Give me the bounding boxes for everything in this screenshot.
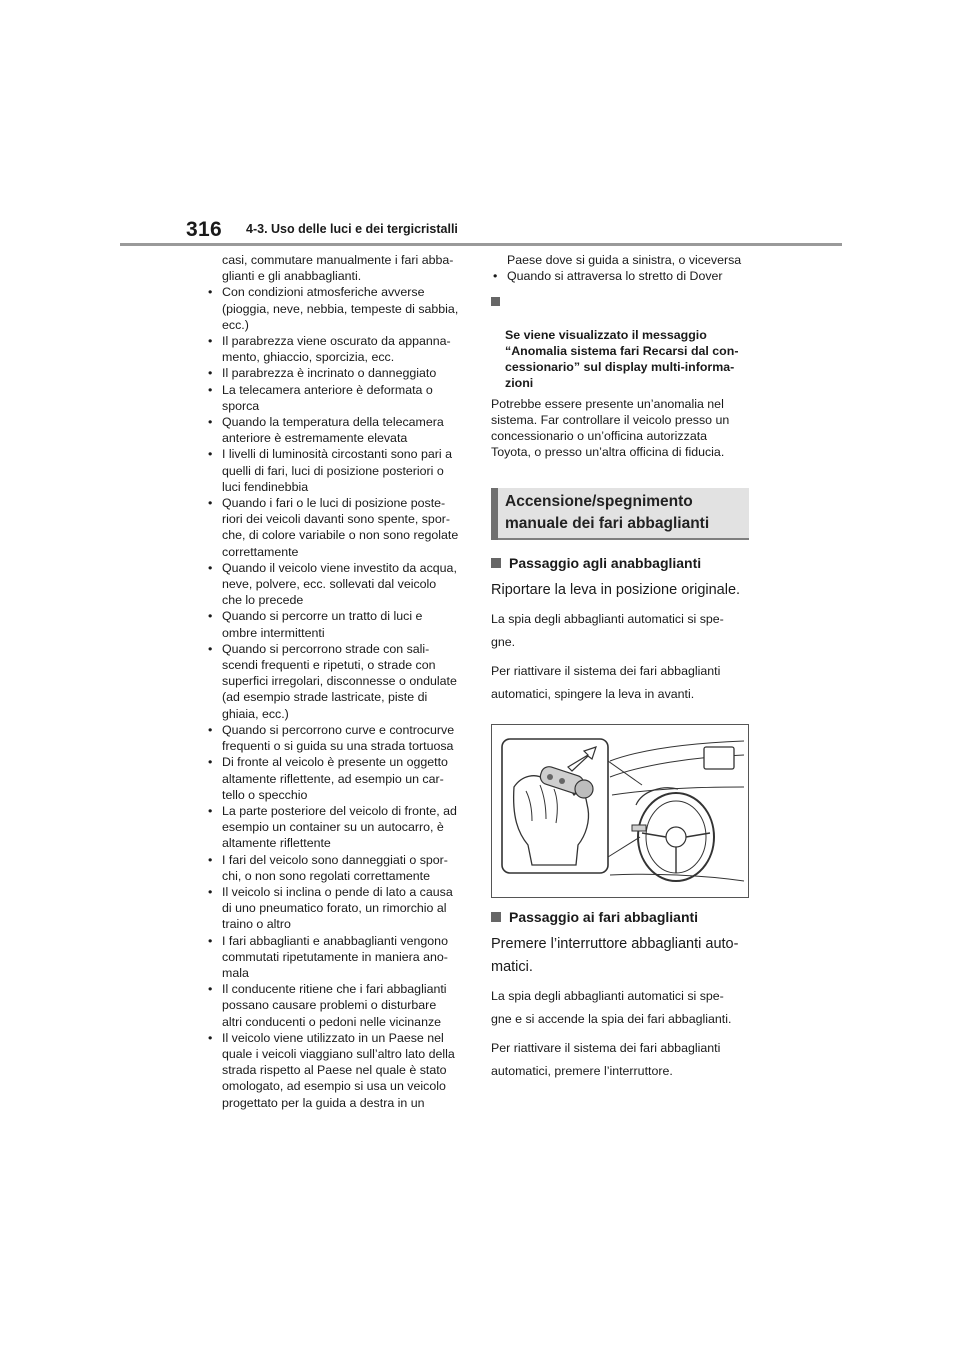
page-number: 316 xyxy=(186,218,222,241)
section-heading-box xyxy=(491,488,749,540)
high-beam-note: La spia degli abbaglianti automatici si spe- gne e si accende la spia dei fari abbaglianti. xyxy=(491,989,732,1027)
section-heading-bar xyxy=(491,488,498,540)
low-beam-instruction: Riportare la leva in posizione originale. xyxy=(491,582,741,599)
condition-bullet: • I fari abbaglianti e anabbaglianti vengono commutati ripetutamente in maniera ano- mala xyxy=(206,933,468,982)
condition-bullet: • I fari del veicolo sono danneggiati o spor- chi, o non sono regolati correttamente xyxy=(206,852,468,884)
condition-bullet: • Quando si percorrono curve e controcurve frequenti o si guida su una strada tortuosa xyxy=(206,722,468,754)
condition-bullet: • Il conducente ritiene che i fari abbaglianti possano causare problemi o disturbare altri conducenti o pedoni nelle vicinanze xyxy=(206,981,468,1030)
condition-bullet: • Di fronte al veicolo è presente un oggetto altamente riflettente, ad esempio un car- tello o specchio xyxy=(206,754,468,803)
right-column xyxy=(491,252,753,1083)
low-beam-heading-text: Passaggio agli anabbaglianti xyxy=(509,555,702,572)
condition-bullet: • Quando la temperatura della telecamera anteriore è estremamente elevata xyxy=(206,414,468,446)
condition-bullet: • Il veicolo si inclina o pende di lato a causa di uno pneumatico forato, un rimorchio al traino o altro xyxy=(206,884,468,933)
continuation-text: casi, commutare manualmente i fari abba- glianti e gli anabbaglianti. xyxy=(222,253,454,284)
low-beam-reactivate-note: Per riattivare il sistema dei fari abbaglianti automatici, spingere la leva in avanti. xyxy=(491,664,721,702)
condition-bullet: • La telecamera anteriore è deformata o sporca xyxy=(206,382,468,414)
condition-bullet: • Quando si attraversa lo stretto di Dover xyxy=(491,268,753,284)
left-column xyxy=(206,252,468,1111)
lever-illustration xyxy=(491,724,749,898)
square-bullet-icon xyxy=(491,912,501,922)
high-beam-heading-text: Passaggio ai fari abbaglianti xyxy=(509,909,699,926)
condition-bullet: • Il veicolo viene utilizzato in un Paese nel quale i veicoli viaggiano sull’altro lato della strada rispetto al Paese nel quale è stato omologato, ad esempio si usa un veicolo progettato per la guida a destra in un xyxy=(206,1030,468,1111)
lever-push-forward-illustration-icon xyxy=(492,725,748,897)
condition-bullet: • Con condizioni atmosferiche avverse (pioggia, neve, nebbia, tempeste di sabbia, ecc.) xyxy=(206,284,468,333)
condition-bullet: • La parte posteriore del veicolo di fronte, ad esempio un container su un autocarro, è altamente riflettente xyxy=(206,803,468,852)
condition-bullet: • Il parabrezza viene oscurato da appanna- mento, ghiaccio, sporcizia, ecc. xyxy=(206,333,468,365)
high-beam-reactivate-note: Per riattivare il sistema dei fari abbaglianti automatici, premere l’interruttore. xyxy=(491,1041,721,1079)
message-heading xyxy=(491,294,753,391)
condition-bullet: • I livelli di luminosità circostanti sono pari a quelli di fari, luci di posizione posteriori o luci fendinebbia xyxy=(206,446,468,495)
section-title: 4-3. Uso delle luci e dei tergicristalli xyxy=(246,222,458,236)
header-rule xyxy=(120,243,842,246)
message-body: Potrebbe essere presente un’anomalia nel sistema. Far controllare il veicolo presso un concessionario o un’officina autorizzata Toyota, o presso un’altra officina di fiducia. xyxy=(491,396,730,460)
low-beam-note: La spia degli abbaglianti automatici si spe- gne. xyxy=(491,612,724,650)
condition-bullet: • Quando si percorre un tratto di luci e ombre intermittenti xyxy=(206,608,468,640)
high-beam-instruction: Premere l’interruttore abbaglianti auto- matici. xyxy=(491,936,739,976)
square-bullet-icon xyxy=(491,558,501,568)
condition-bullet: • Quando il veicolo viene investito da acqua, neve, polvere, ecc. sollevati dal veicolo che lo precede xyxy=(206,560,468,609)
section-heading-title: Accensione/spegnimento manuale dei fari abbaglianti xyxy=(505,493,710,533)
message-heading-text: Se viene visualizzato il messaggio “Anomalia sistema fari Recarsi dal con- cessionario” sul display multi-informa- zioni xyxy=(505,327,739,391)
condition-bullet: • Quando si percorrono strade con sali- scendi frequenti e ripetuti, o strade con superfici irregolari, disconnesse o ondulate (ad esempio strade lastricate, piste di ghiaia, ecc.) xyxy=(206,641,468,722)
high-beam-heading xyxy=(491,908,753,926)
condition-bullet: • Il parabrezza è incrinato o danneggiato xyxy=(206,365,468,381)
continuation-text: Paese dove si guida a sinistra, o viceversa xyxy=(507,253,742,267)
square-bullet-icon xyxy=(491,297,500,306)
low-beam-heading xyxy=(491,554,753,572)
condition-bullet: • Quando i fari o le luci di posizione poste- riori dei veicoli davanti sono spente, spor- che, di colore variabile o non sono regolate correttamente xyxy=(206,495,468,560)
